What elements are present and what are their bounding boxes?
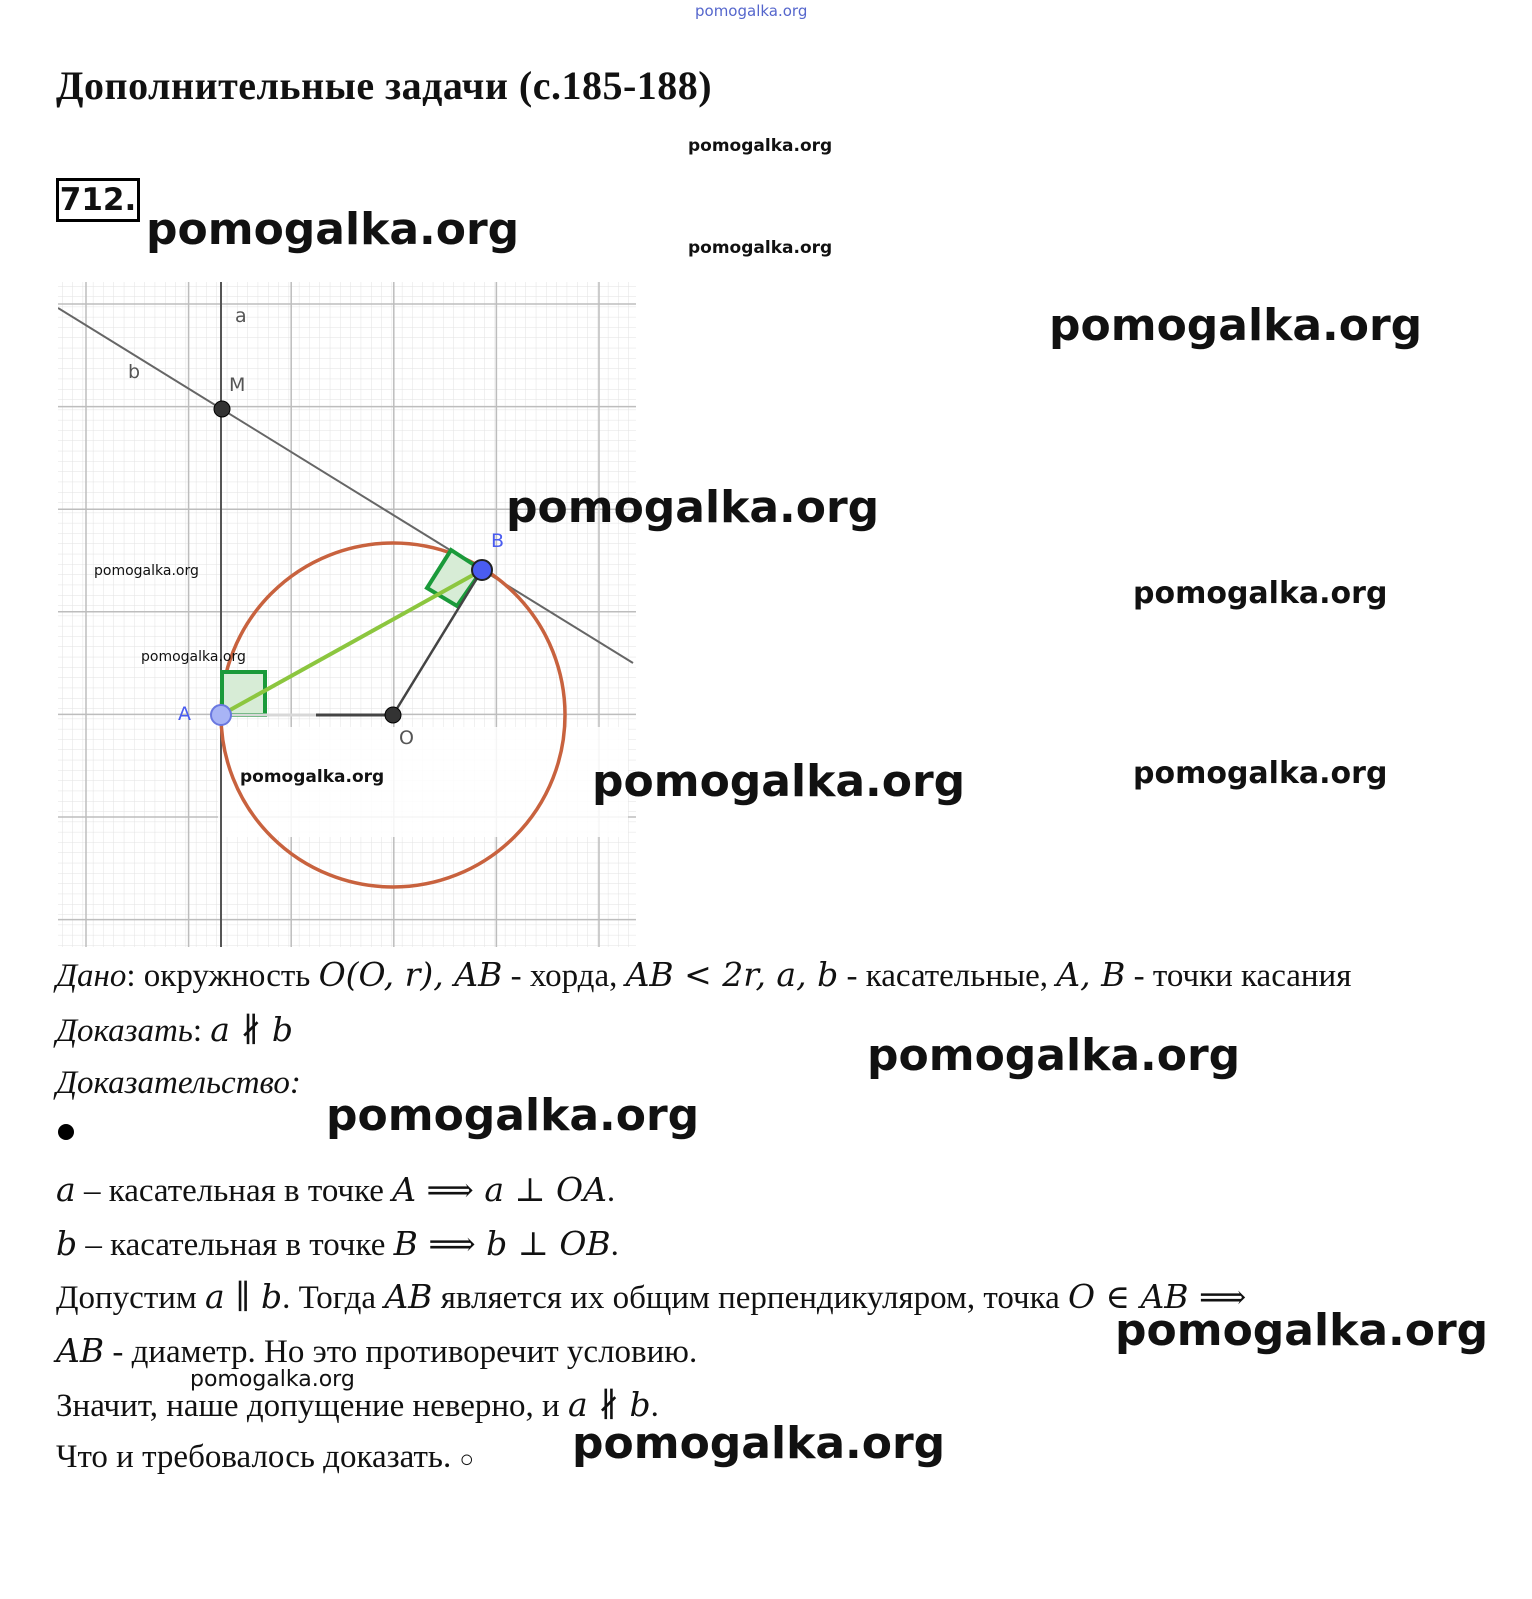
point-O [385,707,401,723]
label-M: M [229,374,246,396]
watermark: pomogalka.org [867,1030,1241,1081]
proof-step-5: Значит, наше допущение неверно, и a ∦ b. [56,1385,659,1424]
watermark: pomogalka.org [1115,1305,1489,1356]
watermark: pomogalka.org [190,1367,355,1392]
problem-number: 712. [56,178,140,222]
label-b: b [128,361,141,383]
proof-step-1: a – касательная в точке A ⟹ a ⊥ OA. [56,1170,616,1209]
watermark: pomogalka.org [688,238,833,258]
label-O: O [399,727,414,749]
label-B: B [491,530,505,552]
proof-step-4: AB - диаметр. Но это противоречит условию. [56,1331,698,1370]
label-a: a [235,305,247,327]
watermark: pomogalka.org [688,136,833,156]
geometry-diagram [58,282,636,947]
watermark: pomogalka.org [141,649,246,665]
watermark: pomogalka.org [146,204,520,255]
proof-step-6: Что и требовалось доказать. ○ [56,1439,474,1475]
watermark: pomogalka.org [240,767,385,787]
watermark: pomogalka.org [1133,756,1388,791]
watermark: pomogalka.org [94,563,199,579]
given-line: Дано: окружность O(O, r), AB - хорда, AB < 2r, a, b - касательные, A, B - точки касания [56,955,1352,994]
proof-step-3: Допустим a ∥ b. Тогда AB является их общим перпендикуляром, точка O ∈ AB ⟹ [56,1277,1247,1316]
point-A [211,705,231,725]
watermark: pomogalka.org [1133,576,1388,611]
watermark: pomogalka.org [695,2,808,20]
page-title: Дополнительные задачи (с.185-188) [56,63,713,108]
point-B [472,560,492,580]
grid-minor [58,282,636,947]
watermark: pomogalka.org [506,482,880,533]
watermark: pomogalka.org [572,1418,946,1469]
watermark: pomogalka.org [1049,300,1423,351]
proof-step-2: b – касательная в точке B ⟹ b ⊥ OB. [56,1224,619,1263]
watermark: pomogalka.org [592,756,966,807]
label-A: A [178,703,191,725]
bullet-icon [58,1124,74,1140]
proof-label: Доказательство: [56,1065,301,1101]
prove-line: Доказать: a ∦ b [56,1010,293,1049]
point-M [214,401,230,417]
watermark: pomogalka.org [326,1090,700,1141]
